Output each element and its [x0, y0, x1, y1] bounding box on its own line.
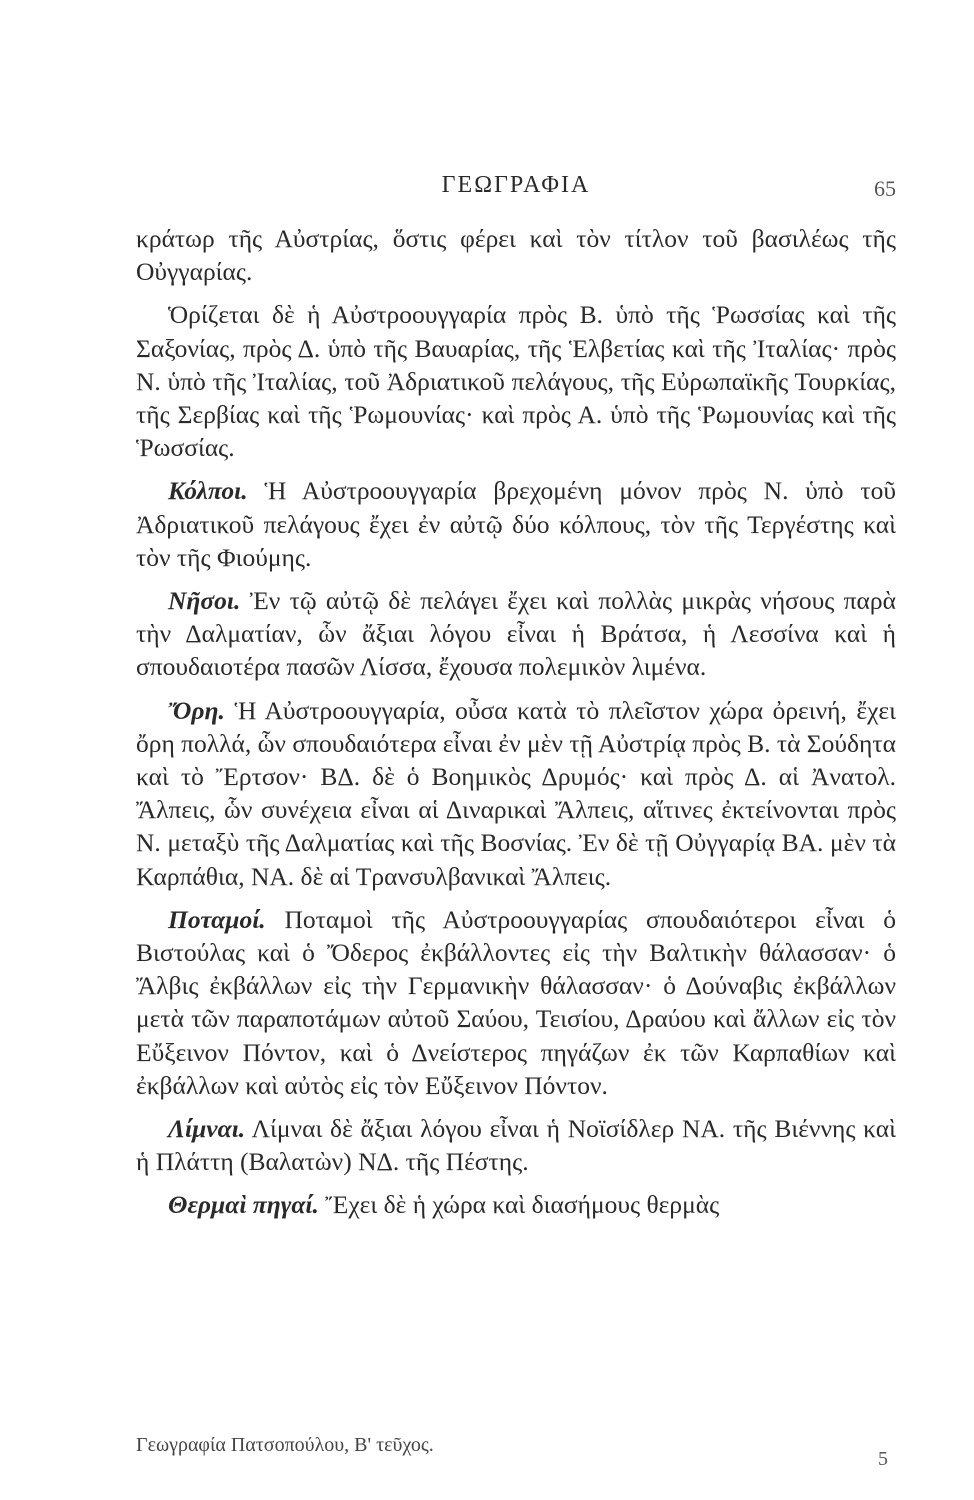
paragraph-gulfs	[136, 474, 896, 574]
paragraph-rivers	[136, 903, 896, 1102]
footer-note: Γεωγραφία Πατσοπούλου, Β' τεῦχος.	[136, 1434, 434, 1456]
paragraph-text: Ὁρίζεται δὲ ἡ Αὐστροουγγαρία πρὸς Β. ὑπὸ τῆς Ῥωσσίας καὶ τῆς Σαξονίας, πρὸς Δ. ὑπὸ τῆς Βαυαρίας, τῆς Ἑλβετίας καὶ τῆς Ἰταλίας· πρὸς Ν. ὑπὸ τῆς Ἰταλίας, τοῦ Ἀδριατικοῦ πελάγους, τῆς Εὐρωπαϊκῆς Τουρκίας, τῆς Σερβίας καὶ τῆς Ῥωμουνίας· καὶ πρὸς Α. ὑπὸ τῆς Ῥωμουνίας καὶ τῆς Ῥωσσίας.	[136, 300, 896, 463]
paragraph-text: Ἐν τῷ αὐτῷ δὲ πελάγει ἔχει καὶ πολλὰς μικρὰς νήσους παρὰ τὴν Δαλματίαν, ὧν ἄξιαι λόγου εἶναι ἡ Βράτσα, ἡ Λεσσίνα καὶ ἡ σπουδαιοτέρα πασῶν Λίσσα, ἔχουσα πολεμικὸν λιμένα.	[136, 586, 897, 682]
page-body	[136, 222, 896, 1232]
paragraph-text: Ἔχει δὲ ἡ χώρα καὶ διασήμους θερμὰς	[325, 1190, 720, 1220]
page-footer	[136, 1434, 896, 1474]
section-heading: Νῆσοι.	[168, 586, 241, 616]
section-heading: Θερμαὶ πηγαί.	[168, 1190, 319, 1220]
paragraph-text: Ἡ Αὐστροουγγαρία βρεχομένη μόνον πρὸς Ν. ὑπὸ τοῦ Ἀδριατικοῦ πελάγους ἔχει ἐν αὐτῷ δύο κόλπους, τὸν τῆς Τεργέστης καὶ τὸν τῆς Φιούμης.	[136, 476, 896, 572]
paragraph-islands	[136, 584, 896, 684]
page-header	[136, 168, 896, 208]
paragraph-text: Ἡ Αὐστροουγγαρία, οὖσα κατὰ τὸ πλεῖστον χώρα ὀρεινή, ἔχει ὄρη πολλά, ὧν σπουδαιότερα εἶναι ἐν μὲν τῇ Αὐστρίᾳ πρὸς Β. τὰ Σούδητα καὶ τὸ Ἔρτσον· ΒΔ. δὲ ὁ Βοημικὸς Δρυμός· καὶ πρὸς Δ. αἱ Ἀνατολ. Ἄλπεις, ὧν συνέχεια εἶναι αἱ Διναρικαὶ Ἄλπεις, αἵτινες ἐκτείνονται πρὸς Ν. μεταξὺ τῆς Δαλματίας καὶ τῆς Βοσνίας. Ἐν δὲ τῇ Οὐγγαρίᾳ ΒΑ. μὲν τὰ Καρπάθια, ΝΑ. δὲ αἱ Τρανσυλβανικαὶ Ἄλπεις.	[136, 695, 896, 891]
paragraph-borders	[136, 298, 896, 464]
paragraph-text: Ποταμοὶ τῆς Αὐστροουγγαρίας σπουδαιότεροι εἶναι ὁ Βιστούλας καὶ ὁ Ὄδερος ἐκβάλλοντες εἰς τὴν Βαλτικὴν θάλασσαν· ὁ Ἄλβις ἐκβάλλων εἰς τὴν Γερμανικὴν θάλασσαν· ὁ Δούναβις ἐκβάλλων μετὰ τῶν παραποτάμων αὐτοῦ Σαύου, Τεισίου, Δραύου καὶ ἄλλων εἰς τὸν Εὔξεινον Πόντον, καὶ ὁ Δνείστερος πηγάζων ἐκ τῶν Καρπαθίων καὶ ἐκβάλλων καὶ αὐτὸς εἰς τὸν Εὔξεινον Πόντον.	[136, 904, 897, 1100]
paragraph-text: κράτωρ τῆς Αὐστρίας, ὅστις φέρει καὶ τὸν τίτλον τοῦ βασιλέως τῆς Οὐγγαρίας.	[136, 224, 896, 287]
section-heading: Λίμναι.	[168, 1114, 246, 1144]
section-heading: Ὄρη.	[168, 695, 225, 725]
paragraph-springs	[136, 1188, 896, 1221]
page-number: 65	[874, 176, 896, 201]
signature-mark: 5	[878, 1448, 888, 1470]
section-heading: Ποταμοί.	[168, 904, 266, 934]
paragraph-text: Λίμναι δὲ ἄξιαι λόγου εἶναι ἡ Νοϊσίδλερ ΝΑ. τῆς Βιέννης καὶ ἡ Πλάττη (Βαλατὼν) ΝΔ. τῆς Πέστης.	[136, 1114, 897, 1177]
paragraph-lakes	[136, 1112, 896, 1178]
paragraph-continuation	[136, 222, 896, 288]
paragraph-mountains	[136, 694, 896, 893]
running-title: ΓΕΩΓΡΑΦΙΑ	[441, 172, 591, 198]
section-heading: Κόλποι.	[168, 476, 248, 506]
